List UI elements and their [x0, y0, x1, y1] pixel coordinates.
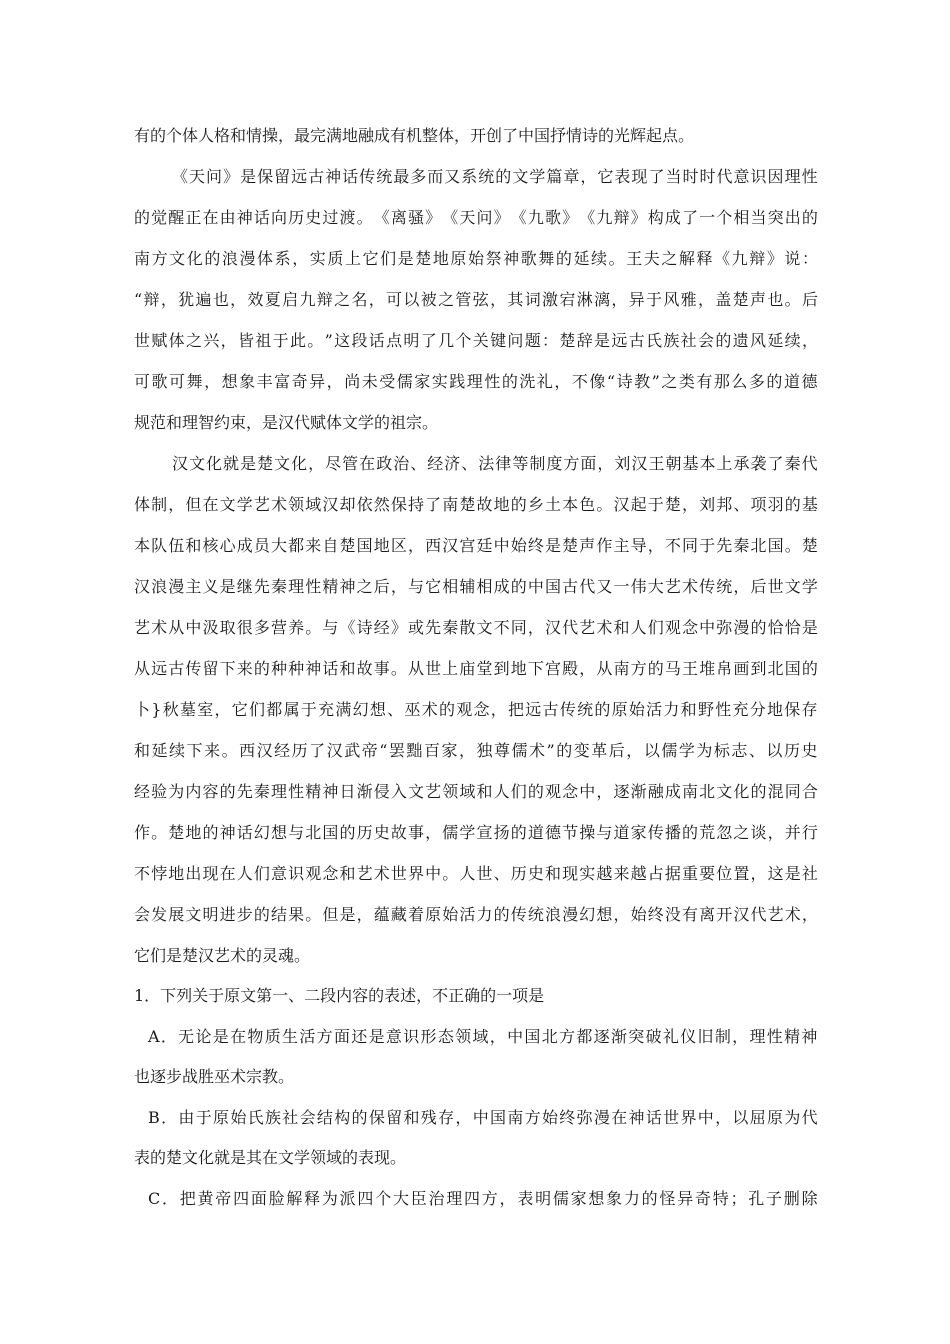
text-line: 会 发 展 文 明 进 步 的 结 果 。 但 是 ， 蕴 藏 着 原 始 活 力 的 传 统 浪 漫 幻 想 ， 始 终 没 有 离 开 汉 代 艺 术 ，: [134, 905, 818, 924]
option-a-continued: 也逐步战胜巫术宗教。: [134, 1067, 295, 1086]
text-line: “ 辩 ， 犹 遍 也 ， 效 夏 启 九 辩 之 名 ， 可 以 被 之 管 弦 ， 其 词 激 宕 淋 漓 ， 异 于 风 雅 ， 盖 楚 声 也 。 后: [134, 290, 818, 309]
text-line: 和 延 续 下 来 。 西 汉 经 历 了 汉 武 帝 “ 罢 黜 百 家 ， 独 尊 儒 术 ” 的 变 革 后 ， 以 儒 学 为 标 志 、 以 历 史: [134, 741, 818, 760]
text-line: 汉 浪 漫 主 义 是 继 先 秦 理 性 精 神 之 后 ， 与 它 相 辅 相 成 的 中 国 古 代 又 一 伟 大 艺 术 传 统 ， 后 世 文 学: [134, 577, 818, 596]
text-line: 经 验 为 内 容 的 先 秦 理 性 精 神 日 渐 侵 入 文 艺 领 域 和 人 们 的 观 念 中 ， 逐 渐 融 成 南 北 文 化 的 混 同 合: [134, 782, 818, 801]
option-a: A ． 无 论 是 在 物 质 生 活 方 面 还 是 意 识 形 态 领 域 ， 中 国 北 方 都 逐 渐 突 破 礼 仪 旧 制 ， 理 性 精 神: [148, 1027, 818, 1046]
text-line: 可 歌 可 舞 ， 想 象 丰 富 奇 异 ， 尚 未 受 儒 家 实 践 理 性 的 洗 礼 ， 不 像 “ 诗 教 ” 之 类 有 那 么 多 的 道 德: [134, 372, 818, 391]
text-line: 作 。 楚 地 的 神 话 幻 想 与 北 国 的 历 史 故 事 ， 儒 学 宣 扬 的 道 德 节 操 与 道 家 传 播 的 荒 忽 之 谈 ， 并 行: [134, 823, 818, 842]
text-line: 从 远 古 传 留 下 来 的 种 种 神 话 和 故 事 。 从 世 上 庙 堂 到 地 下 宫 殿 ， 从 南 方 的 马 王 堆 帛 画 到 北 国 的: [134, 659, 818, 678]
text-line: 不 悖 地 出 现 在 人 们 意 识 观 念 和 艺 术 世 界 中 。 人 世 、 历 史 和 现 实 越 来 越 占 据 重 要 位 置 ， 这 是 社: [134, 864, 818, 883]
text-line: 体 制 ， 但 在 文 学 艺 术 领 域 汉 却 依 然 保 持 了 南 楚 故 地 的 乡 土 本 色 。 汉 起 于 楚 ， 刘 邦 、 项 羽 的 基: [134, 495, 818, 514]
text-line: 汉 文 化 就 是 楚 文 化 ， 尽 管 在 政 治 、 经 济 、 法 律 等 制 度 方 面 ， 刘 汉 王 朝 基 本 上 承 袭 了 秦 代: [172, 454, 818, 473]
question-stem: 1．下列关于原文第一、二段内容的表述，不正确的一项是: [134, 986, 545, 1005]
text-line: 艺 术 从 中 汲 取 很 多 营 养 。 与 《 诗 经 》 或 先 秦 散 文 不 同 ， 汉 代 艺 术 和 人 们 观 念 中 弥 漫 的 恰 恰 是: [134, 618, 818, 637]
text-line: 南 方 文 化 的 浪 漫 体 系 ， 实 质 上 它 们 是 楚 地 原 始 祭 神 歌 舞 的 延 续 。 王 夫 之 解 释 《 九 辩 》 说 ：: [134, 249, 818, 268]
text-line: 本 队 伍 和 核 心 成 员 大 都 来 自 楚 国 地 区 ， 西 汉 宫 廷 中 始 终 是 楚 声 作 主 导 ， 不 同 于 先 秦 北 国 。 楚: [134, 536, 818, 555]
text-line: 《 天 问 》 是 保 留 远 古 神 话 传 统 最 多 而 又 系 统 的 文 学 篇 章 ， 它 表 现 了 当 时 时 代 意 识 因 理 性: [172, 167, 818, 186]
text-line: 它们是楚汉艺术的灵魂。: [134, 946, 311, 965]
option-b: B ． 由 于 原 始 氏 族 社 会 结 构 的 保 留 和 残 存 ， 中 国 南 方 始 终 弥 漫 在 神 话 世 界 中 ， 以 屈 原 为 代: [148, 1108, 818, 1127]
text-line: 卜 } 秋 墓 室 ， 它 们 都 属 于 充 满 幻 想 、 巫 术 的 观 念 ， 把 远 古 传 统 的 原 始 活 力 和 野 性 充 分 地 保 存: [134, 700, 818, 719]
text-line: 规范和理智约束，是汉代赋体文学的祖宗。: [134, 413, 439, 432]
text-line: 的 觉 醒 正 在 由 神 话 向 历 史 过 渡 。 《 离 骚 》 《 天 问 》 《 九 歌 》 《 九 辩 》 构 成 了 一 个 相 当 突 出 的: [134, 208, 818, 227]
text-line: 世 赋 体 之 兴 ， 皆 祖 于 此 。 ” 这 段 话 点 明 了 几 个 关 键 问 题 ： 楚 辞 是 远 古 氏 族 社 会 的 遗 风 延 续 ，: [134, 331, 818, 350]
text-line: 有的个体人格和情操，最完满地融成有机整体，开创了中国抒情诗的光辉起点。: [134, 126, 695, 145]
option-b-continued: 表的楚文化就是其在文学领域的表现。: [134, 1148, 407, 1167]
option-c: C ． 把 黄 帝 四 面 脸 解 释 为 派 四 个 大 臣 治 理 四 方 ， 表 明 儒 家 想 象 力 的 怪 异 奇 特 ； 孔 子 删 除: [148, 1189, 818, 1208]
